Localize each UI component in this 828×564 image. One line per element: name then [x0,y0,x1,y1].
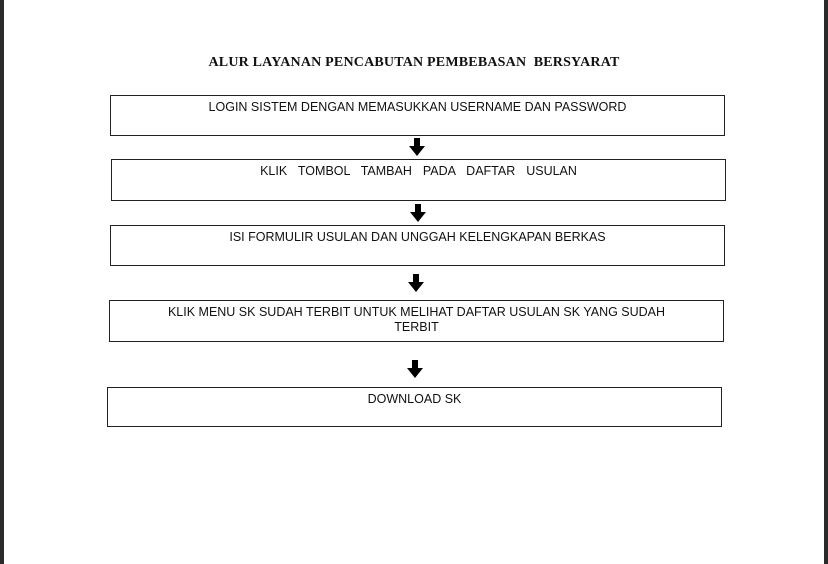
window-edge-right [824,0,828,564]
flow-step-label: DOWNLOAD SK [367,392,462,406]
flow-step-label: KLIK TOMBOL TAMBAH PADA DAFTAR USULAN [260,164,577,178]
page-title: ALUR LAYANAN PENCABUTAN PEMBEBASAN BERSYARAT [208,55,620,70]
flow-step-label: ISI FORMULIR USULAN DAN UNGGAH KELENGKAPAN BERKAS [229,230,606,244]
flow-step-add-button [111,159,726,201]
down-arrow-icon [407,360,423,378]
down-arrow-icon [410,204,426,222]
flow-step-download [107,387,722,427]
down-arrow-icon [408,274,424,292]
document-page [4,0,824,564]
down-arrow-icon [409,138,425,156]
flow-step-login [110,95,725,136]
flow-step-label: KLIK MENU SK SUDAH TERBIT UNTUK MELIHAT DAFTAR USULAN SK YANG SUDAH TERBIT [167,305,666,334]
flow-step-sk-menu [109,300,724,342]
flow-step-label: LOGIN SISTEM DENGAN MEMASUKKAN USERNAME DAN PASSWORD [208,100,627,114]
flow-step-fill-form [110,225,725,266]
